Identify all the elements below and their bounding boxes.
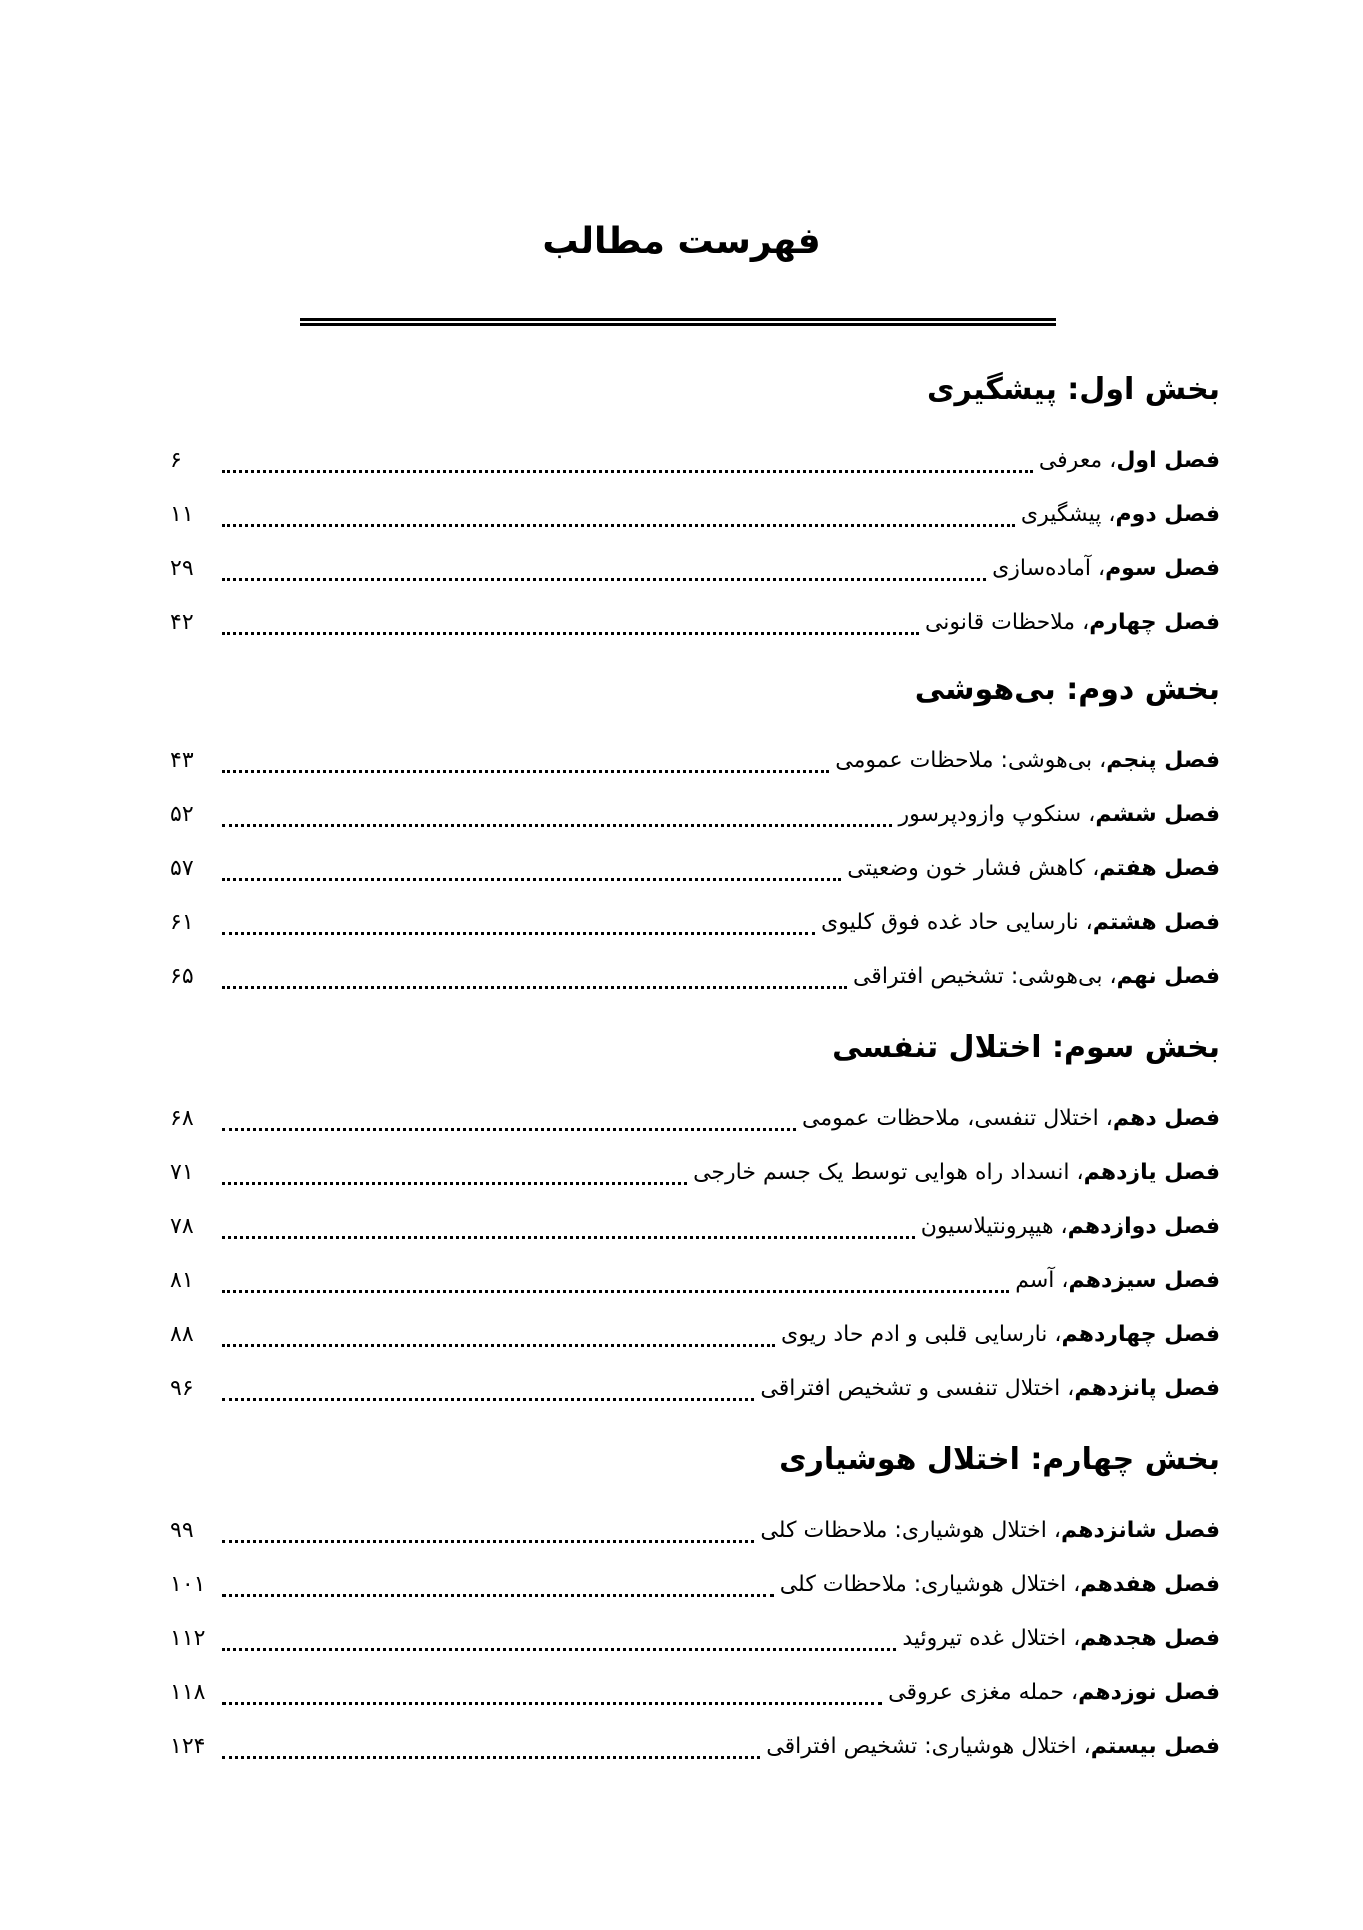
chapter-topic: آسم	[1015, 1268, 1055, 1293]
page-number: ۴۲	[170, 610, 194, 635]
page-number: ۵۲	[170, 802, 194, 827]
toc-entry	[170, 734, 1220, 788]
dot-leader	[222, 1344, 775, 1347]
chapter-number: فصل ششم	[1095, 802, 1220, 827]
chapter-topic: حمله مغزی عروقی	[888, 1680, 1064, 1705]
toc-entry	[170, 1612, 1220, 1666]
chapter-number: فصل بیستم	[1090, 1734, 1220, 1759]
dot-leader	[222, 1540, 754, 1543]
toc-entry-label	[760, 1362, 1220, 1416]
chapter-number: فصل هجدهم	[1080, 1626, 1220, 1651]
toc-entry	[170, 1362, 1220, 1416]
chapter-topic: پیشگیری	[1020, 502, 1102, 527]
chapter-number: فصل سوم	[1105, 556, 1220, 581]
chapter-separator: ،	[1085, 856, 1100, 881]
toc-entry	[170, 788, 1220, 842]
dot-leader	[222, 470, 1033, 473]
page-number: ۱۱	[170, 502, 194, 527]
chapter-number: فصل نوزدهم	[1078, 1680, 1220, 1705]
chapter-number: فصل هفتم	[1099, 856, 1220, 881]
chapter-topic: اختلال هوشیاری: ملاحظات کلی	[760, 1518, 1047, 1543]
toc-entry-list	[170, 734, 1220, 1004]
chapter-separator: ،	[1102, 964, 1117, 989]
toc-entry-label	[802, 1092, 1220, 1146]
chapter-topic: بی‌هوشی: ملاحظات عمومی	[835, 748, 1093, 773]
chapter-separator: ،	[1047, 1322, 1062, 1347]
chapter-topic: اختلال هوشیاری: تشخیص افتراقی	[766, 1734, 1077, 1759]
dot-leader	[222, 1236, 915, 1239]
page-number: ۱۱۲	[170, 1626, 206, 1651]
chapter-separator: ،	[1066, 1626, 1081, 1651]
chapter-number: فصل هشتم	[1092, 910, 1220, 935]
dot-leader	[222, 1398, 754, 1401]
page-number: ۸۱	[170, 1268, 194, 1293]
page-number: ۱۲۴	[170, 1734, 206, 1759]
toc-entry	[170, 1092, 1220, 1146]
dot-leader	[222, 1290, 1009, 1293]
chapter-separator: ،	[1046, 1518, 1061, 1543]
toc-entry	[170, 542, 1220, 596]
page-number: ۷۱	[170, 1160, 194, 1185]
title-double-rule	[300, 318, 1056, 326]
chapter-topic: انسداد راه هوایی توسط یک جسم خارجی	[693, 1160, 1070, 1185]
dot-leader	[222, 878, 841, 881]
toc-entry-label	[780, 1558, 1220, 1612]
page-number: ۵۷	[170, 856, 194, 881]
chapter-separator: ،	[1053, 1214, 1068, 1239]
toc-entry-label	[760, 1504, 1220, 1558]
section-heading: بخش اول: پیشگیری	[926, 372, 1220, 407]
chapter-topic: اختلال هوشیاری: ملاحظات کلی	[779, 1572, 1067, 1597]
chapter-number: فصل یازدهم	[1083, 1160, 1220, 1185]
chapter-number: فصل چهارم	[1089, 610, 1220, 635]
toc-section	[170, 1438, 1220, 1774]
dot-leader	[222, 1648, 896, 1651]
chapter-topic: کاهش فشار خون وضعیتی	[847, 856, 1086, 881]
chapter-topic: معرفی	[1038, 448, 1103, 473]
dot-leader	[222, 1756, 760, 1759]
chapter-separator: ،	[1092, 748, 1107, 773]
toc-entry	[170, 1254, 1220, 1308]
dot-leader	[222, 1182, 687, 1185]
dot-leader	[222, 932, 815, 935]
chapter-separator: ،	[1098, 1106, 1113, 1131]
chapter-topic: نارسایی حاد غده فوق کلیوی	[821, 910, 1079, 935]
chapter-separator: ،	[1078, 910, 1093, 935]
dot-leader	[222, 1702, 882, 1705]
toc-entry-list	[170, 434, 1220, 650]
toc-entry-label	[821, 896, 1220, 950]
chapter-topic: ملاحظات قانونی	[924, 610, 1076, 635]
page-number: ۲۹	[170, 556, 194, 581]
page-title: فهرست مطالب	[542, 221, 821, 263]
toc-entry-label	[992, 542, 1220, 596]
chapter-number: فصل دوازدهم	[1067, 1214, 1220, 1239]
dot-leader	[222, 578, 986, 581]
chapter-topic: اختلال غده تیروئید	[902, 1626, 1067, 1651]
toc-entry-label	[781, 1308, 1220, 1362]
page-number: ۹۹	[170, 1518, 194, 1543]
chapter-separator: ،	[1101, 502, 1116, 527]
chapter-separator: ،	[1076, 1734, 1091, 1759]
toc-entry	[170, 1504, 1220, 1558]
chapter-separator: ،	[1075, 610, 1090, 635]
section-heading: بخش سوم: اختلال تنفسی	[832, 1030, 1220, 1065]
toc-entry-label	[1039, 434, 1220, 488]
chapter-number: فصل اول	[1116, 448, 1220, 473]
chapter-topic: نارسایی قلبی و ادم حاد ریوی	[781, 1322, 1048, 1347]
toc-entry-label	[766, 1720, 1220, 1774]
chapter-separator: ،	[1060, 1376, 1075, 1401]
toc-entry	[170, 1146, 1220, 1200]
page-number: ۶۵	[170, 964, 194, 989]
dot-leader	[222, 824, 892, 827]
toc-entry-label	[693, 1146, 1220, 1200]
chapter-topic: آماده‌سازی	[992, 556, 1091, 581]
page-number: ۱۰۱	[170, 1572, 206, 1597]
page-number: ۷۸	[170, 1214, 194, 1239]
dot-leader	[222, 632, 919, 635]
page-number: ۶۱	[170, 910, 194, 935]
chapter-number: فصل نهم	[1116, 964, 1220, 989]
chapter-number: فصل دهم	[1112, 1106, 1220, 1131]
toc-entry	[170, 1308, 1220, 1362]
chapter-number: فصل شانزدهم	[1060, 1518, 1220, 1543]
section-heading: بخش چهارم: اختلال هوشیاری	[779, 1442, 1220, 1477]
page-number: ۱۱۸	[170, 1680, 206, 1705]
chapter-topic: اختلال تنفسی و تشخیص افتراقی	[760, 1376, 1061, 1401]
dot-leader	[222, 524, 1015, 527]
chapter-number: فصل پنجم	[1106, 748, 1220, 773]
chapter-number: فصل سیزدهم	[1068, 1268, 1220, 1293]
toc-entry	[170, 896, 1220, 950]
toc-entry-label	[853, 950, 1220, 1004]
chapter-separator: ،	[1066, 1572, 1081, 1597]
chapter-number: فصل پانزدهم	[1074, 1376, 1220, 1401]
toc-entry-label	[888, 1666, 1220, 1720]
toc-entry-list	[170, 1092, 1220, 1416]
toc-entry-label	[902, 1612, 1220, 1666]
toc-entry-label	[847, 842, 1220, 896]
chapter-topic: اختلال تنفسی، ملاحظات عمومی	[802, 1106, 1099, 1131]
dot-leader	[222, 986, 847, 989]
chapter-number: فصل دوم	[1115, 502, 1220, 527]
chapter-separator: ،	[1064, 1680, 1079, 1705]
toc-entry-label	[1021, 488, 1220, 542]
toc-section	[170, 668, 1220, 1004]
toc-section	[170, 1026, 1220, 1416]
chapter-separator: ،	[1054, 1268, 1069, 1293]
chapter-topic: بی‌هوشی: تشخیص افتراقی	[852, 964, 1103, 989]
page-number: ۴۳	[170, 748, 194, 773]
toc-section	[170, 368, 1220, 650]
toc-entry	[170, 1720, 1220, 1774]
dot-leader	[222, 770, 829, 773]
toc-entry-label	[835, 734, 1220, 788]
toc-entry	[170, 434, 1220, 488]
dot-leader	[222, 1594, 774, 1597]
page-number: ۸۸	[170, 1322, 194, 1347]
toc-entry-label	[925, 596, 1220, 650]
toc-entry	[170, 950, 1220, 1004]
table-of-contents	[170, 368, 1220, 1796]
chapter-topic: هیپرونتیلاسیون	[920, 1214, 1054, 1239]
toc-entry	[170, 488, 1220, 542]
section-heading: بخش دوم: بی‌هوشی	[914, 672, 1220, 707]
toc-entry	[170, 596, 1220, 650]
chapter-number: فصل هفدهم	[1080, 1572, 1220, 1597]
chapter-separator: ،	[1069, 1160, 1084, 1185]
toc-entry-label	[898, 788, 1220, 842]
page-number: ۶۸	[170, 1106, 194, 1131]
toc-entry	[170, 1200, 1220, 1254]
chapter-number: فصل چهاردهم	[1061, 1322, 1220, 1347]
chapter-separator: ،	[1090, 556, 1106, 581]
chapter-separator: ،	[1102, 448, 1117, 473]
toc-entry-label	[1015, 1254, 1220, 1308]
toc-entry-list	[170, 1504, 1220, 1774]
page-number: ۹۶	[170, 1376, 194, 1401]
toc-entry	[170, 1666, 1220, 1720]
chapter-separator: ،	[1081, 802, 1096, 827]
chapter-topic: سنکوپ وازودپرسور	[898, 802, 1082, 827]
toc-entry-label	[921, 1200, 1220, 1254]
toc-entry	[170, 1558, 1220, 1612]
page-number: ۶	[170, 448, 182, 473]
dot-leader	[222, 1128, 796, 1131]
toc-entry	[170, 842, 1220, 896]
